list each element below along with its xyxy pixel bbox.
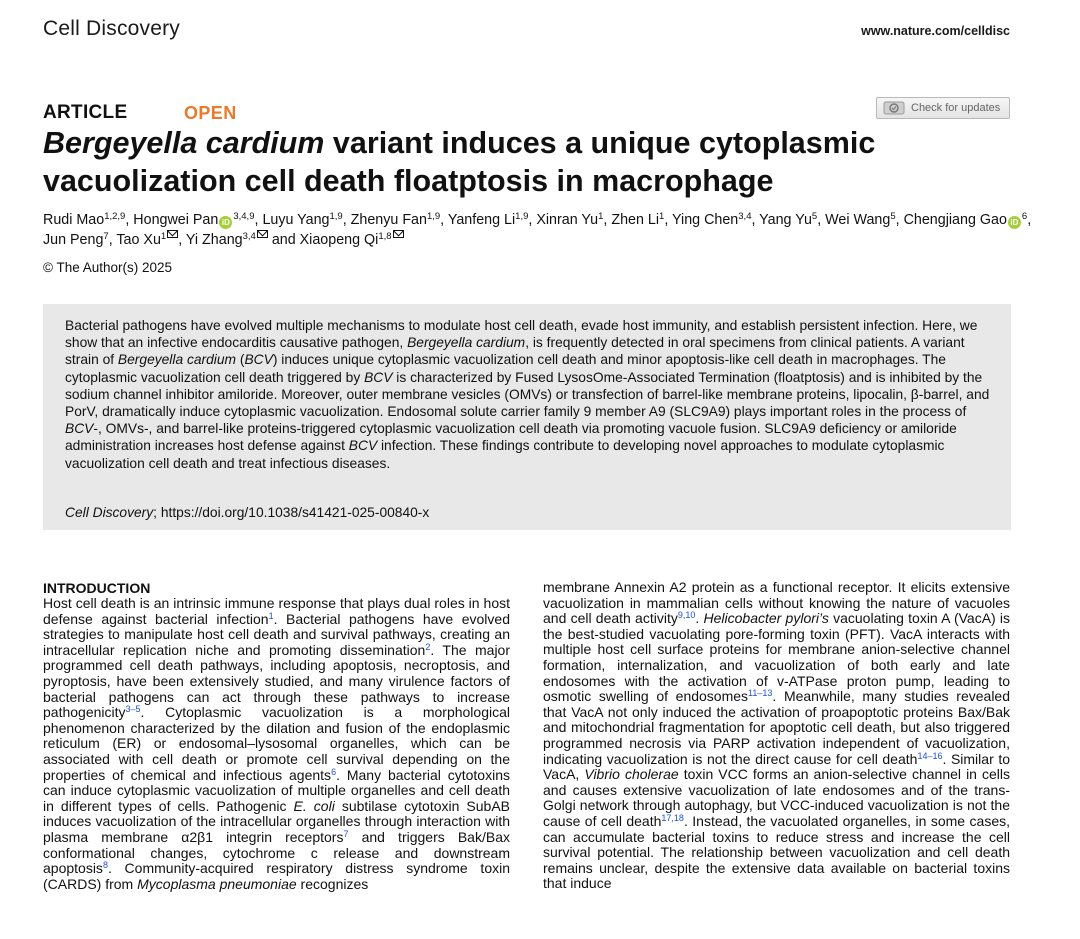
- text-run: vacuolating toxin A (VacA) is the best-studied vacuolating pore-forming toxin (PFT). VacA interacts with multiple host cell surface proteins for membrane anion-selective channel formation, internalization, and vacuolization of both early and late endosomes with the activation of v-ATPase proton pump, leading to osmotic swelling of endosomes: [543, 610, 1011, 705]
- author-affiliation: 3,4: [242, 230, 256, 242]
- envelope-icon[interactable]: [257, 230, 268, 238]
- text-run: infection. These findings contribute to developing novel approaches to modulate cytoplasmic vacuolization cell death and treat infectious diseases.: [65, 438, 945, 471]
- italic-term: Vibrio cholerae: [584, 766, 679, 783]
- reference-citation[interactable]: 11–13: [748, 688, 773, 699]
- author-affiliation: 1: [160, 230, 167, 242]
- text-run: -, OMVs-, and barrel-like proteins-triggered cytoplasmic vacuolization cell death via promoting vacuole fusion. SLC9A9 deficiency or amiloride administration increases host defense against: [65, 421, 957, 454]
- author[interactable]: [351, 212, 441, 228]
- check-updates-icon: [883, 101, 905, 115]
- author[interactable]: [448, 212, 529, 228]
- text-run: . Similar to VacA,: [543, 750, 1010, 783]
- author-name: Hongwei Pan: [133, 212, 219, 228]
- author-name: Zhen Li: [611, 212, 660, 228]
- author[interactable]: [43, 232, 109, 248]
- italic-term: Helicobacter pylori’s: [703, 610, 829, 627]
- author-affiliation: 7: [103, 230, 109, 242]
- text-run: . Meanwhile, many studies revealed that VacA not only induced the activation of proapoptotic proteins Bax/Bak and mitochondrial fragmentation for apoptotic cell death, but also triggered programmed necrosis via PARP activation independent of vacuolization, indicating vacuolization is not the direct cause for cell death: [543, 688, 1010, 767]
- text-run: Host cell death is an intrinsic immune response that plays dual roles in host defense against bacterial infection: [43, 595, 510, 627]
- citation-doi[interactable]: ; https://doi.org/10.1038/s41421-025-00840-x: [153, 505, 430, 520]
- text-run: ) induces unique cytoplasmic vacuolization cell death and minor apoptosis-like cell death in macrophages. The cytoplasmic vacuolization cell death triggered by: [65, 352, 946, 385]
- title-species: Bergeyella cardium: [43, 126, 325, 160]
- author-name: Xiaopeng Qi: [299, 231, 379, 248]
- author-affiliation: 1: [659, 211, 665, 222]
- text-run: . The major programmed cell death pathways, including apoptosis, necroptosis, and pyroptosis, have been extensively studied, and many virulence factors of bacterial pathogens can act through these pathways to increase pathogenicity: [43, 641, 511, 721]
- text-run: .: [695, 610, 704, 627]
- check-updates-label: Check for updates: [911, 102, 1001, 114]
- text-run: . Bacterial pathogens have evolved strategies to manipulate host cell death and survival pathways, creating an intracellular replication niche and promoting dissemination: [43, 610, 510, 658]
- text-run: (: [236, 352, 245, 368]
- text-run: and triggers Bak/Bax conformational changes, cytochrome c release and downstream apoptosis: [43, 828, 510, 877]
- author-affiliation: 1,9: [426, 211, 441, 222]
- author-name: Yi Zhang: [185, 231, 243, 248]
- body-column-left: [43, 580, 510, 892]
- author-list: Rudi Mao$^{1,2,9}$, Hongwei Pan iD$^{3,4,9}$, Luyu Yang$^{1,9}$, Zhenyu Fan$^{1,9}$, Yanfeng Li$^{1,9}$, Xinran Yu$^1$, Zhen Li$^1$, Ying Chen$^{3,4}$, Yang Yu$^5$, Wei Wang$^5$, Chengjiang Gao $iD^6$, Jun Peng$^7$, Tao Xu$^1$ , Yi Zhang$^{3,4}$ and Xiaopeng Qi$^{1,8}$: [43, 211, 1032, 248]
- reference-citation[interactable]: 3–5: [125, 704, 141, 715]
- text-run: is characterized by Fused LysosOme-Associated Termination (floatptosis) and is inhibited by the sodium channel inhibitor amiloride. Moreover, outer membrane vesicles (OMVs) or transfection of barrel-like membrane proteins, lipocalin, β-barrel, and PorV, dramatically induce cytoplasmic vacuolization. Endosomal solute carrier family 9 member A9 (SLC9A9) plays important roles in the process of: [65, 369, 990, 420]
- author[interactable]: [536, 212, 603, 228]
- article-title: [43, 124, 1033, 200]
- text-run: . Many bacterial cytotoxins can induce cytoplasmic vacuolization of multiple organelles and cell death in different types of cells. Pathogenic: [43, 766, 510, 814]
- author[interactable]: [116, 232, 178, 248]
- text-run: toxin VCC forms an anion-selective channel in cells and causes extensive vacuolization of late endosomes and of the trans-Golgi network through autophagy, but VCC-induced vacuolization is not the cause of cell death: [543, 766, 1011, 829]
- author[interactable]: [43, 212, 125, 228]
- author[interactable]: [672, 212, 751, 228]
- abstract-box: [43, 304, 1011, 530]
- italic-term: BCV: [65, 421, 94, 437]
- author-affiliation: 1: [598, 211, 604, 222]
- author-name: Zhenyu Fan: [350, 212, 427, 228]
- author-affiliation: 5: [811, 211, 818, 222]
- journal-url[interactable]: www.nature.com/celldisc: [861, 24, 1010, 38]
- intro-paragraph-right: [543, 580, 1010, 892]
- author-name: Wei Wang: [825, 212, 891, 228]
- author-affiliation: 5: [890, 211, 896, 222]
- italic-term: BCV: [348, 438, 378, 454]
- citation-journal: Cell Discovery: [65, 505, 154, 520]
- author[interactable]: [759, 212, 817, 228]
- author-name: Jun Peng: [43, 231, 104, 248]
- text-run: subtilase cytotoxin SubAB induces vacuolization of the intracellular organelles through interaction with plasma membrane α2β1 integrin receptors: [43, 797, 511, 845]
- body-column-right: [543, 580, 1010, 892]
- author-name: Xinran Yu: [536, 212, 599, 228]
- copyright-notice: © The Author(s) 2025: [43, 260, 173, 275]
- reference-citation[interactable]: 9,10: [677, 610, 696, 621]
- author[interactable]: [611, 212, 664, 228]
- italic-term: Bergeyella cardium: [117, 352, 237, 368]
- author-conjunction: and: [271, 231, 300, 248]
- abstract-text: [65, 317, 995, 472]
- italic-term: E. coli: [293, 797, 335, 814]
- italic-term: BCV: [364, 369, 393, 385]
- envelope-icon[interactable]: [167, 230, 178, 238]
- open-access-badge: OPEN: [184, 103, 237, 123]
- italic-term: Mycoplasma pneumoniae: [137, 875, 297, 892]
- reference-citation[interactable]: 2: [425, 641, 431, 652]
- intro-paragraph-left: [43, 596, 510, 892]
- author-affiliation: 1,2,9: [104, 211, 126, 222]
- author-affiliation: 3,4,9: [233, 211, 255, 222]
- text-run: . Instead, the vacuolated organelles, in some cases, can accumulate bacterial toxins to reduce stress and increase the cell survival potential. The relationship between vacuolization and cell death remains unclear, despite the extensive data available on bacterial toxins that induce: [543, 812, 1010, 892]
- author-name: Ying Chen: [672, 212, 739, 228]
- text-run: . Community-acquired respiratory distress syndrome toxin (CARDS) from: [43, 860, 510, 892]
- reference-citation[interactable]: 8: [102, 860, 108, 871]
- author-affiliation: 1,8: [378, 230, 392, 242]
- text-run: , is frequently detected in oral specimens from clinical patients. A variant strain of: [65, 335, 965, 368]
- author-name: Rudi Mao: [43, 212, 105, 228]
- italic-term: Bergeyella cardium: [407, 335, 526, 351]
- title-rest: variant induces a unique cytoplasmic vacuolization cell death floatptosis in macrophage: [43, 126, 876, 198]
- author[interactable]: [262, 212, 342, 228]
- author-name: Yang Yu: [759, 212, 812, 228]
- author-affiliation: 1,9: [515, 211, 529, 222]
- reference-citation[interactable]: 14–16: [917, 750, 943, 761]
- text-run: recognizes: [296, 875, 369, 892]
- article-type: ARTICLE: [43, 102, 128, 123]
- author[interactable]: [904, 212, 1028, 228]
- author-name: Luyu Yang: [262, 212, 330, 228]
- author-name: Chengjiang Gao: [903, 212, 1007, 228]
- reference-citation[interactable]: 1: [268, 610, 274, 621]
- reference-citation[interactable]: 7: [343, 828, 349, 839]
- author[interactable]: [186, 232, 268, 248]
- journal-name: Cell Discovery: [43, 17, 180, 40]
- text-run: . Cytoplasmic vacuolization is a morphological phenomenon characterized by the dilation and fusion of the endoplasmic reticulum (ER) or endosomal–lysosomal organelles, which can be associated with cell death or promote cell survival depending on the properties of chemical and infectious agents: [43, 704, 510, 783]
- envelope-icon[interactable]: [393, 230, 404, 238]
- check-for-updates-button[interactable]: [876, 97, 1010, 119]
- author-name: Tao Xu: [116, 231, 161, 248]
- author[interactable]: [300, 232, 404, 248]
- orcid-icon[interactable]: iD: [219, 216, 232, 229]
- author-name: Yanfeng Li: [447, 212, 516, 228]
- author[interactable]: [133, 212, 254, 228]
- reference-citation[interactable]: 17,18: [661, 812, 684, 823]
- author-affiliation: 6: [1021, 211, 1028, 222]
- text-run: Bacterial pathogens have evolved multiple mechanisms to modulate host cell death, evade host immunity, and establish persistent infection. Here, we show that an infective endocarditis causative pathogen,: [65, 318, 978, 351]
- section-heading: INTRODUCTION: [43, 580, 151, 596]
- text-run: membrane Annexin A2 protein as a functional receptor. It elicits extensive vacuolization in mammalian cells without knowing the nature of vacuoles and cell death activity: [543, 579, 1010, 627]
- author-affiliation: 1,9: [329, 211, 343, 222]
- citation-line: [65, 505, 429, 520]
- orcid-icon[interactable]: iD: [1008, 216, 1021, 229]
- italic-term: BCV: [244, 352, 273, 368]
- reference-citation[interactable]: 6: [331, 766, 337, 777]
- author[interactable]: [825, 212, 895, 228]
- author-affiliation: 3,4: [738, 211, 752, 222]
